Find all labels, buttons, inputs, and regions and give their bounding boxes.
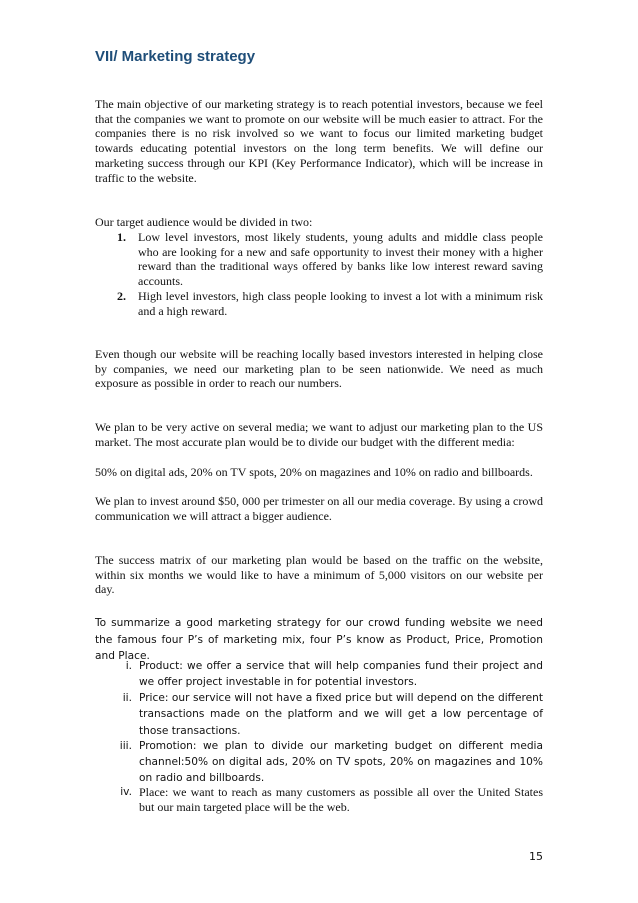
list-item-text: Promotion: we plan to divide our marketing budget on different media channel:50% on digital ads, 20% on TV spots, 20% on magazines and 10% on radio and billboards. <box>139 740 543 784</box>
list-item-text: Low level investors, most likely students, young adults and middle class people who are looking for a new and safe opportunity to invest their money with a higher reward than the traditional ways offered by banks like low interest reward saving accounts. <box>138 230 543 289</box>
list-item-number: ii. <box>122 692 132 704</box>
audience-intro: Our target audience would be divided in two: <box>95 215 313 229</box>
four-ps-intro: To summarize a good marketing strategy for our crowd funding website we need the famous four P’s of marketing mix, four P’s know as Product, Price, Promotion and Place. <box>95 617 543 662</box>
media-split-paragraph: 50% on digital ads, 20% on TV spots, 20% on magazines and 10% on radio and billboards. <box>95 465 533 479</box>
list-item-number: 1. <box>117 230 126 244</box>
success-paragraph: The success matrix of our marketing plan would be based on the traffic on the website, within six months we would like to have a minimum of 5,000 visitors on our website per day. <box>95 553 543 597</box>
list-item-text: Place: we want to reach as many customers as possible all over the United States but our main targeted place will be the web. <box>139 785 543 814</box>
budget-paragraph: We plan to invest around $50, 000 per trimester on all our media coverage. By using a crowd communication we will attract a bigger audience. <box>95 494 543 523</box>
list-item <box>117 230 543 290</box>
list-item-number: 2. <box>117 289 126 303</box>
page-number: 15 <box>529 850 543 863</box>
list-item <box>117 289 543 319</box>
list-item-text: Price: our service will not have a fixed price but will depend on the different transactions made on the platform and we will get a low percentage of those transactions. <box>139 692 543 737</box>
list-item-text: High level investors, high class people looking to invest a lot with a minimum risk and a high reward. <box>138 289 543 318</box>
list-item-number: iii. <box>119 740 132 752</box>
list-item-number: i. <box>125 660 132 672</box>
objective-paragraph: The main objective of our marketing strategy is to reach potential investors, because we feel that the companies we want to promote on our website will be much easier to attract. For the companies there is no risk involved so we want to focus our limited marketing budget towards educating potential investors on the long term benefits. We will define our marketing success through our KPI (Key Performance Indicator), which will be increase in traffic to the website. <box>95 97 543 185</box>
media-paragraph: We plan to be very active on several media; we want to adjust our marketing plan to the US market. The most accurate plan would be to divide our budget with the different media: <box>95 420 543 449</box>
section-heading: VII/ Marketing strategy <box>95 48 256 65</box>
list-item-number: iv. <box>120 786 132 798</box>
reach-paragraph: Even though our website will be reaching locally based investors interested in helping close by companies, we need our marketing plan to be seen nationwide. We need as much exposure as possible in order to reach our numbers. <box>95 347 543 391</box>
list-item-text: Product: we offer a service that will help companies fund their project and we offer project investable in for potential investors. <box>139 660 543 688</box>
